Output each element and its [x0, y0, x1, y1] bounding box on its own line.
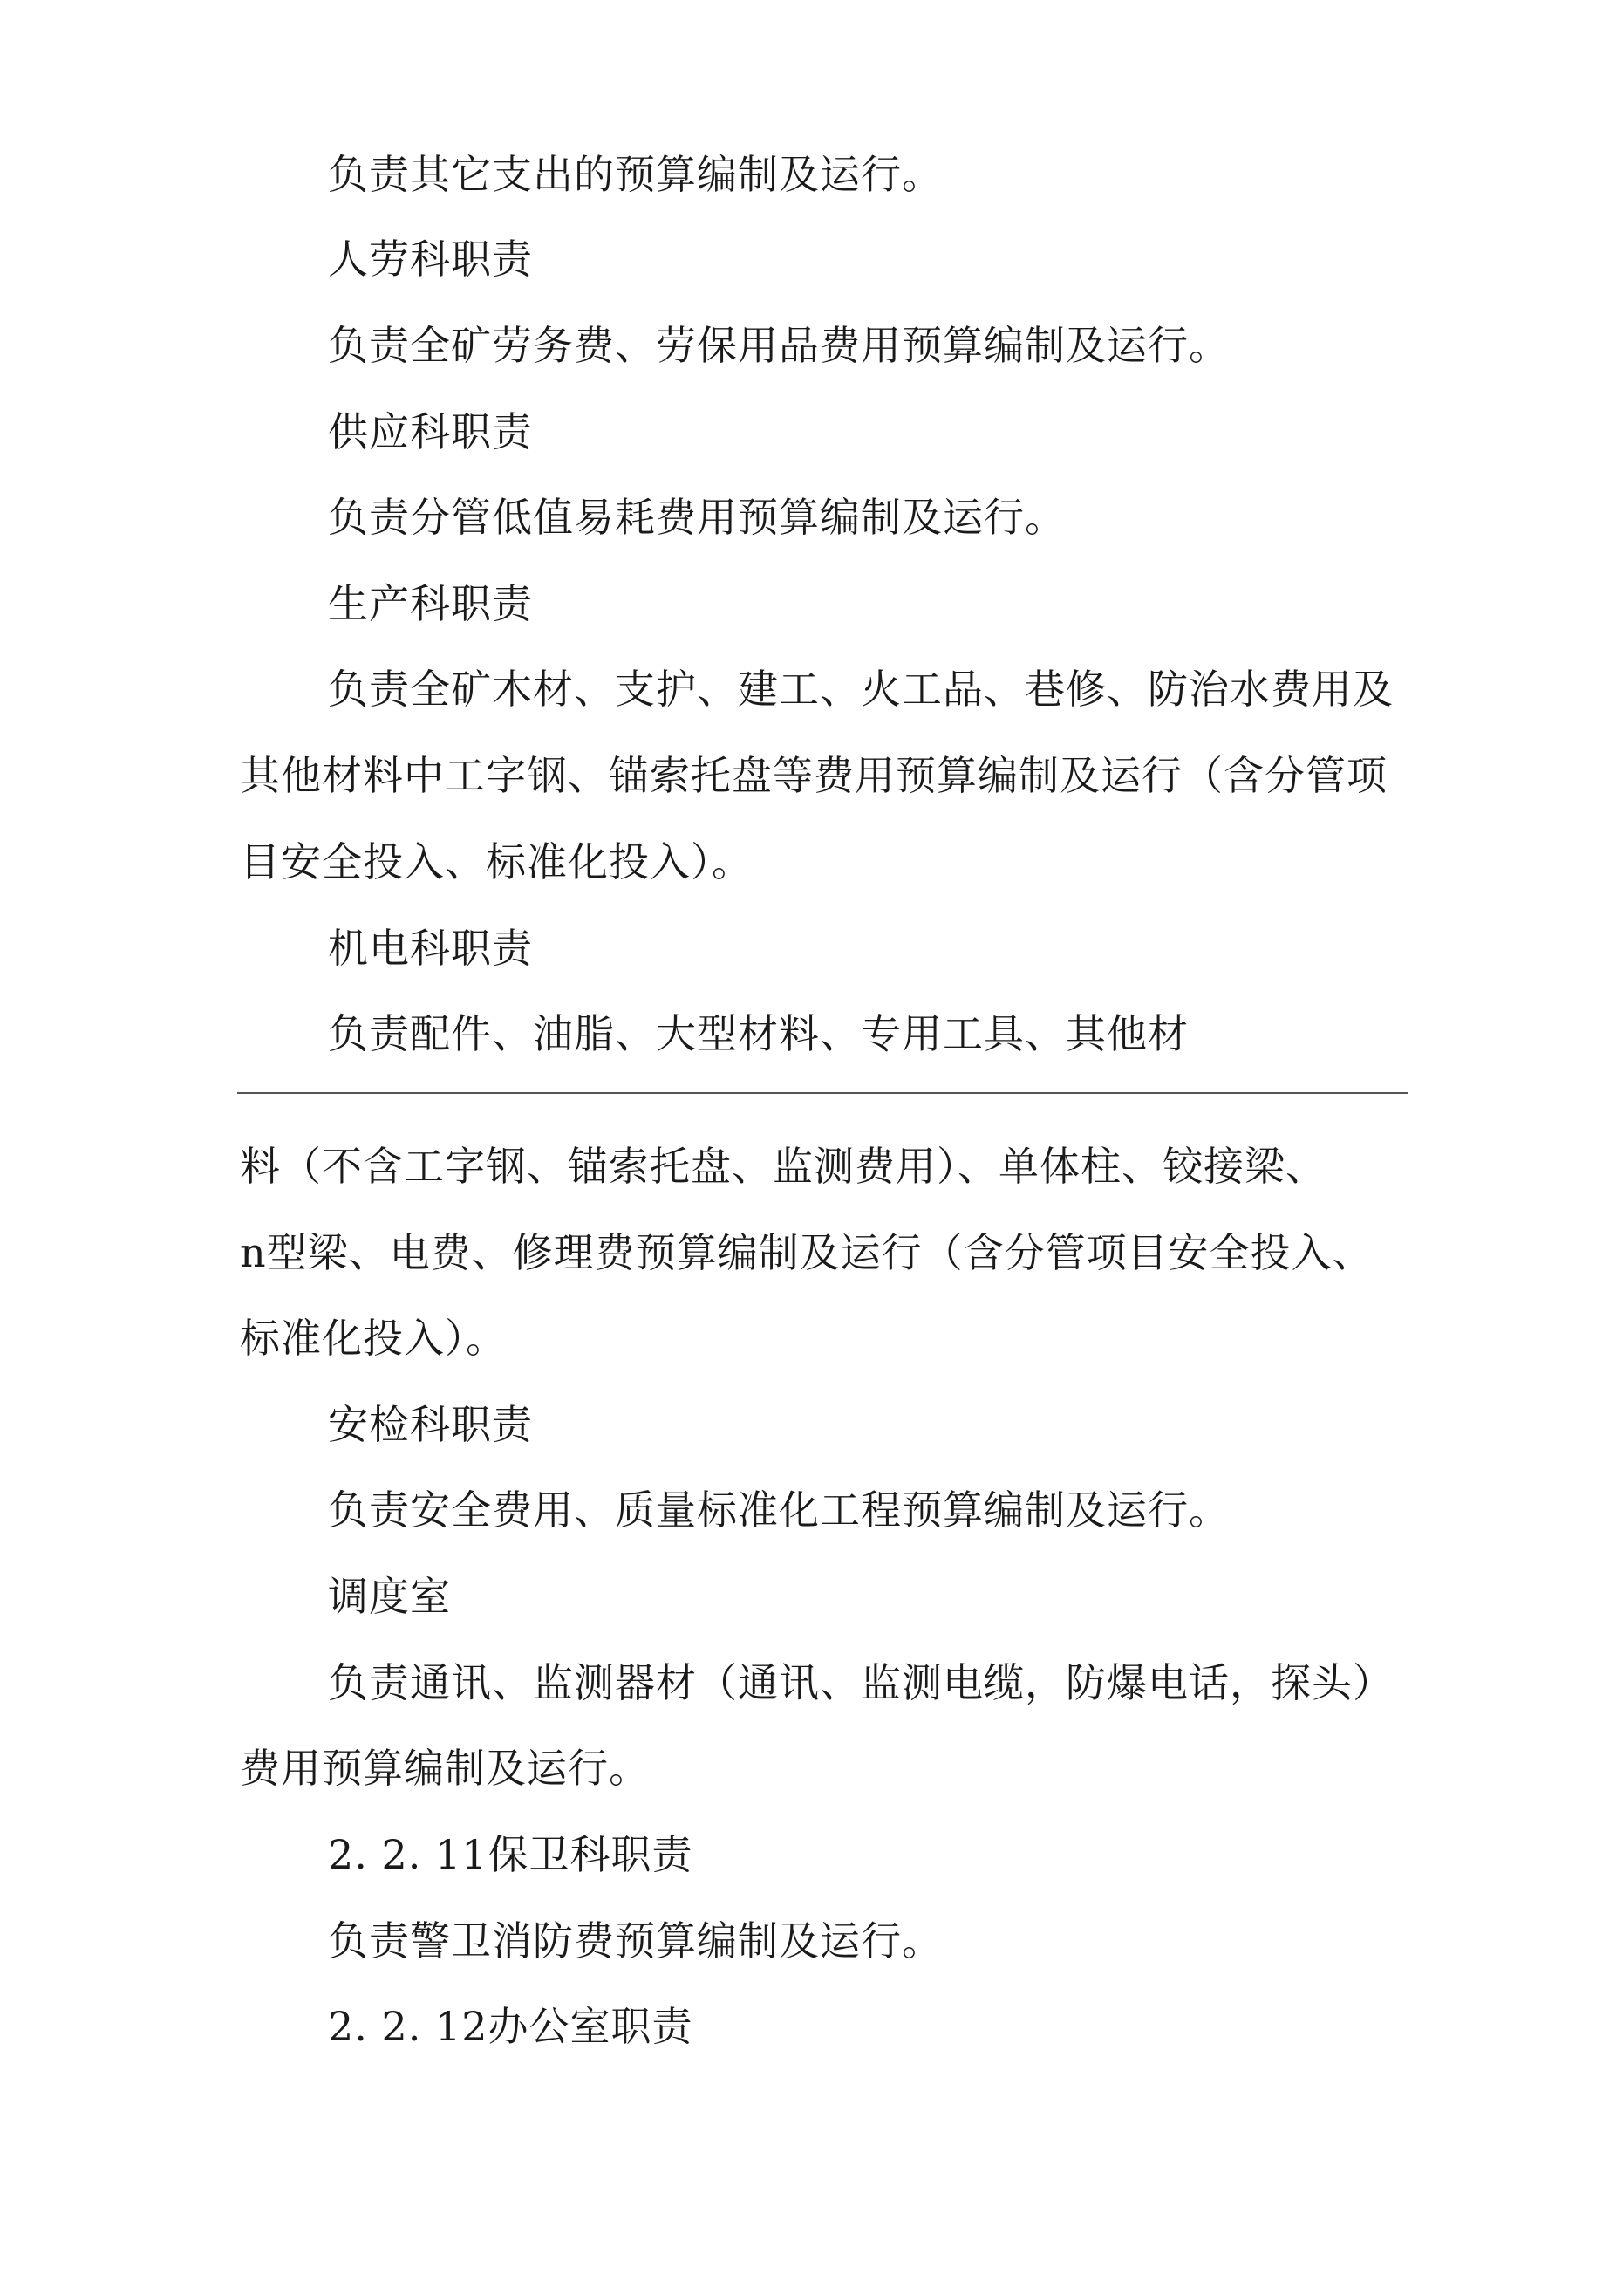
paragraph-mechanical-dept-line3: n型梁、电费、修理费预算编制及运行（含分管项目安全投入、: [240, 1229, 1374, 1276]
paragraph-labor-dept: 负责全矿劳务费、劳保用品费用预算编制及运行。: [328, 322, 1230, 369]
paragraph-production-dept-line3: 目安全投入、标准化投入）。: [240, 838, 753, 885]
paragraph-security-dept: 负责警卫消防费预算编制及运行。: [328, 1917, 943, 1965]
heading-mechanical-dept: 机电科职责: [328, 925, 533, 972]
heading-labor-dept: 人劳科职责: [328, 236, 533, 283]
paragraph-supply-dept: 负责分管低值易耗费用预算编制及运行。: [328, 494, 1066, 541]
paragraph-production-dept-line1: 负责全矿木材、支护、建工、火工品、巷修、防治水费用及: [328, 666, 1394, 713]
paragraph-dispatch-room-line2: 费用预算编制及运行。: [240, 1745, 650, 1792]
heading-supply-dept: 供应科职责: [328, 408, 533, 455]
heading-production-dept: 生产科职责: [328, 580, 533, 627]
paragraph-mechanical-dept-line4: 标准化投入）。: [240, 1315, 507, 1362]
heading-security-dept: 2. 2. 11保卫科职责: [328, 1831, 693, 1878]
paragraph-production-dept-line2: 其他材料中工字钢、锚索托盘等费用预算编制及运行（含分管项: [240, 752, 1388, 799]
paragraph-safety-dept: 负责安全费用、质量标准化工程预算编制及运行。: [328, 1486, 1230, 1534]
heading-safety-dept: 安检科职责: [328, 1401, 533, 1448]
paragraph-mechanical-dept-line2: 料（不含工字钢、锚索托盘、监测费用）、单体柱、铰接梁、: [240, 1143, 1326, 1190]
paragraph-mechanical-dept-line1: 负责配件、油脂、大型材料、专用工具、其他材: [328, 1010, 1189, 1057]
paragraph-other-expenses: 负责其它支出的预算编制及运行。: [328, 151, 943, 198]
page-divider: [237, 1092, 1408, 1094]
heading-office: 2. 2. 12办公室职责: [328, 2003, 693, 2050]
paragraph-dispatch-room-line1: 负责通讯、监测器材（通讯、监测电缆，防爆电话，探头）: [328, 1659, 1394, 1706]
heading-dispatch-room: 调度室: [328, 1573, 451, 1620]
